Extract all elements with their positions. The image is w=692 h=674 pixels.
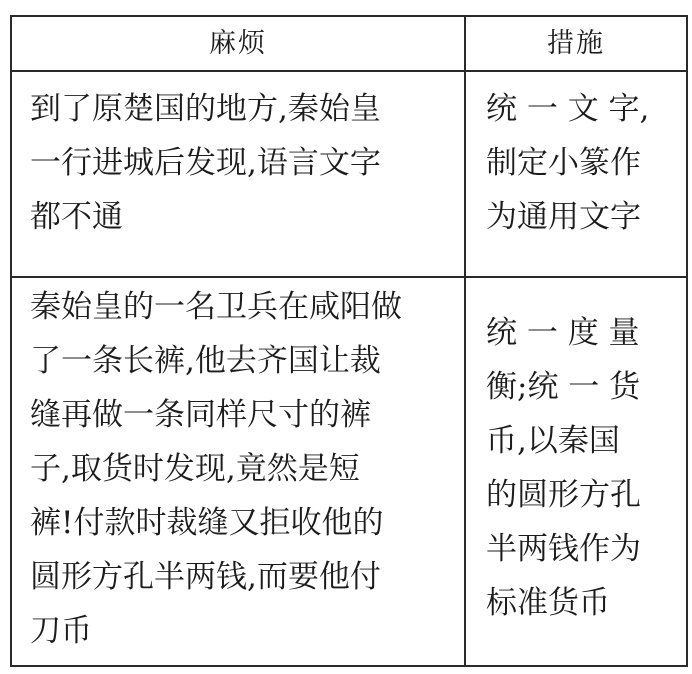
trouble-text	[12, 278, 464, 658]
text-line: 标准货币	[486, 585, 610, 621]
measure-cell	[465, 277, 687, 666]
text-line: 制定小篆作	[486, 145, 641, 181]
text-line: 的圆形方孔	[486, 477, 641, 513]
text-line: 了一条长裤,他去齐国让裁	[30, 343, 381, 379]
header-trouble	[11, 16, 465, 71]
trouble-cell	[11, 71, 465, 277]
text-line: 统 一 度 量	[486, 315, 640, 351]
measure-text	[466, 278, 686, 630]
text-line: 刀币	[30, 613, 92, 649]
text-line: 统 一 文 字,	[486, 91, 650, 127]
text-line: 衡;统 一 货	[486, 369, 641, 405]
text-line: 圆形方孔半两钱,而要他付	[30, 559, 381, 595]
trouble-text	[12, 72, 464, 244]
header-measure-label: 措施	[547, 28, 605, 59]
text-line: 币,以秦国	[486, 423, 620, 459]
table-header-row	[11, 16, 687, 71]
text-line: 为通用文字	[486, 199, 641, 235]
text-line: 秦始皇的一名卫兵在咸阳做	[30, 289, 402, 325]
text-line: 半两钱作为	[486, 531, 641, 567]
header-trouble-label: 麻烦	[209, 28, 267, 59]
text-line: 子,取货时发现,竟然是短	[30, 451, 360, 487]
trouble-cell	[11, 277, 465, 666]
text-line: 都不通	[30, 199, 123, 235]
trouble-measure-table	[10, 15, 688, 667]
text-line: 一行进城后发现,语言文字	[30, 145, 381, 181]
table-row	[11, 277, 687, 666]
text-line: 到了原楚国的地方,秦始皇	[30, 91, 381, 127]
table-row	[11, 71, 687, 277]
text-line: 裤!付款时裁缝又拒收他的	[30, 505, 384, 541]
measure-cell	[465, 71, 687, 277]
header-measure	[465, 16, 687, 71]
measure-text	[466, 72, 686, 244]
text-line: 缝再做一条同样尺寸的裤	[30, 397, 371, 433]
